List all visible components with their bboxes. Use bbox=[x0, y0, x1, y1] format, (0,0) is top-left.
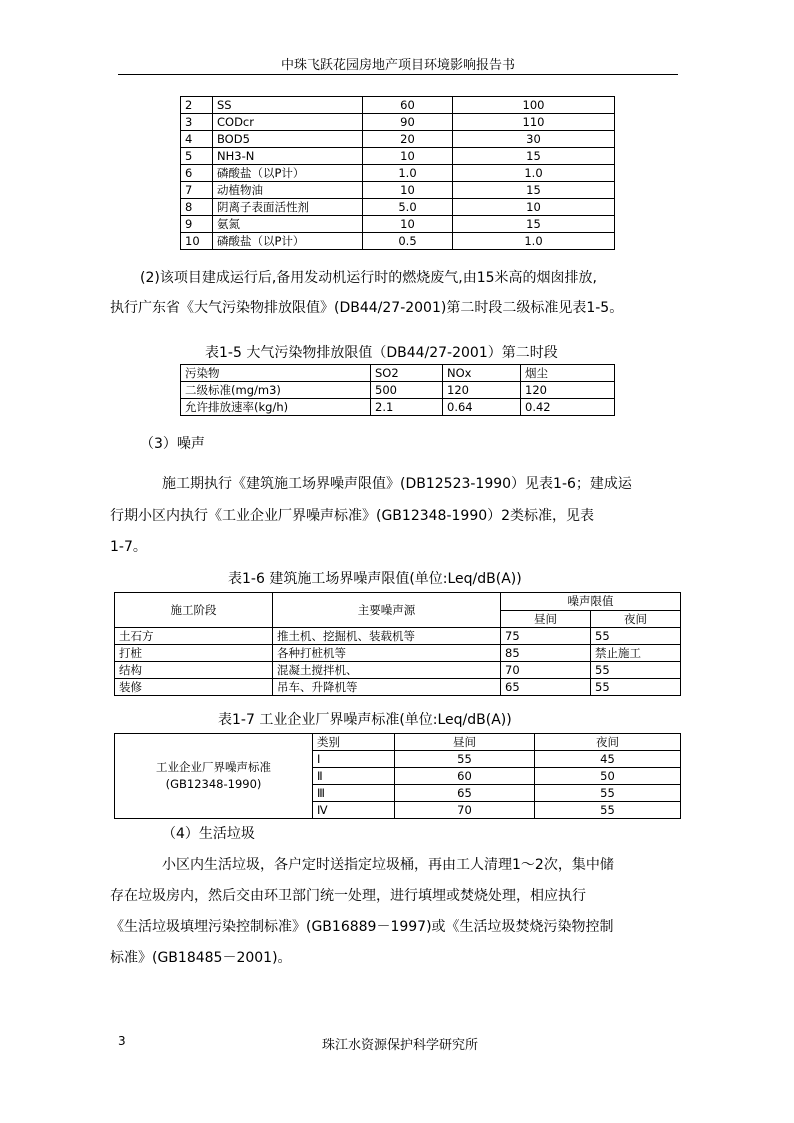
row-index: 10 bbox=[181, 233, 213, 250]
row-label: 二级标准(mg/m3) bbox=[181, 382, 371, 399]
water-standard-table bbox=[180, 96, 615, 250]
section-3-heading: （3）噪声 bbox=[140, 436, 205, 452]
pollutant-name: NH3-N bbox=[213, 148, 363, 165]
table-row bbox=[181, 131, 615, 148]
table-header-row bbox=[115, 734, 681, 751]
table-row bbox=[115, 679, 681, 696]
table-row bbox=[181, 382, 615, 399]
day-value: 75 bbox=[501, 628, 591, 645]
standard-label-name: 工业企业厂界噪声标准 bbox=[156, 760, 271, 774]
standard-label-cell bbox=[115, 734, 313, 819]
night-value: 禁止施工 bbox=[591, 645, 681, 662]
day-value: 60 bbox=[395, 768, 535, 785]
level-value: 0.5 bbox=[363, 233, 453, 250]
limit-value: 10 bbox=[453, 199, 615, 216]
table-1-7-caption: 表1-7 工业企业厂界噪声标准(单位:Leq/dB(A)) bbox=[218, 712, 512, 728]
page-header-title: 中珠飞跃花园房地产项目环境影响报告书 bbox=[280, 58, 515, 73]
row-index: 9 bbox=[181, 216, 213, 233]
class-cell: Ⅲ bbox=[313, 785, 395, 802]
limit-value: 100 bbox=[453, 97, 615, 114]
stage-cell: 装修 bbox=[115, 679, 273, 696]
level-value: 1.0 bbox=[363, 165, 453, 182]
column-header: 烟尘 bbox=[521, 365, 615, 382]
air-emission-table bbox=[180, 364, 615, 416]
level-value: 5.0 bbox=[363, 199, 453, 216]
limit-value: 15 bbox=[453, 182, 615, 199]
day-value: 70 bbox=[395, 802, 535, 819]
night-value: 45 bbox=[535, 751, 681, 768]
column-header: 昼间 bbox=[395, 734, 535, 751]
header-stage: 施工阶段 bbox=[115, 593, 273, 628]
class-cell: Ⅰ bbox=[313, 751, 395, 768]
limit-value: 15 bbox=[453, 148, 615, 165]
table-cell: 2.1 bbox=[371, 399, 443, 416]
row-label: 允许排放速率(kg/h) bbox=[181, 399, 371, 416]
standard-label-code: (GB12348-1990) bbox=[165, 777, 262, 791]
column-header: NOx bbox=[443, 365, 521, 382]
night-value: 55 bbox=[591, 628, 681, 645]
row-index: 4 bbox=[181, 131, 213, 148]
night-value: 50 bbox=[535, 768, 681, 785]
source-cell: 各种打桩机等 bbox=[273, 645, 501, 662]
table-row bbox=[181, 199, 615, 216]
stage-cell: 土石方 bbox=[115, 628, 273, 645]
table-row bbox=[115, 662, 681, 679]
row-index: 2 bbox=[181, 97, 213, 114]
row-index: 7 bbox=[181, 182, 213, 199]
level-value: 20 bbox=[363, 131, 453, 148]
level-value: 90 bbox=[363, 114, 453, 131]
pollutant-name: 动植物油 bbox=[213, 182, 363, 199]
table-header-row bbox=[181, 365, 615, 382]
section-4-line-4: 标准》(GB18485－2001)。 bbox=[110, 950, 292, 966]
table-row bbox=[181, 399, 615, 416]
table-cell: 0.42 bbox=[521, 399, 615, 416]
section-4-line-1: 小区内生活垃圾，各户定时送指定垃圾桶，再由工人清理1～2次，集中储 bbox=[162, 857, 614, 873]
limit-value: 15 bbox=[453, 216, 615, 233]
source-cell: 吊车、升降机等 bbox=[273, 679, 501, 696]
night-value: 55 bbox=[535, 802, 681, 819]
class-cell: Ⅱ bbox=[313, 768, 395, 785]
table-row bbox=[181, 148, 615, 165]
header-source: 主要噪声源 bbox=[273, 593, 501, 628]
row-index: 3 bbox=[181, 114, 213, 131]
header-day: 昼间 bbox=[501, 610, 591, 628]
table-row bbox=[181, 233, 615, 250]
section-3-line-1: 施工期执行《建筑施工场界噪声限值》(DB12523-1990）见表1-6；建成运 bbox=[162, 476, 632, 492]
day-value: 85 bbox=[501, 645, 591, 662]
day-value: 55 bbox=[395, 751, 535, 768]
footer-organization: 珠江水资源保护科学研究所 bbox=[322, 1038, 479, 1053]
table-1-6-caption: 表1-6 建筑施工场界噪声限值(单位:Leq/dB(A)) bbox=[228, 571, 522, 587]
paragraph-2-line-1: (2)该项目建成运行后,备用发动机运行时的燃烧废气,由15米高的烟囱排放, bbox=[140, 270, 597, 286]
header-divider bbox=[118, 74, 678, 75]
pollutant-name: BOD5 bbox=[213, 131, 363, 148]
section-4-line-3: 《生活垃圾填埋污染控制标准》(GB16889－1997)或《生活垃圾焚烧污染物控制 bbox=[110, 919, 614, 935]
limit-value: 1.0 bbox=[453, 165, 615, 182]
pollutant-name: SS bbox=[213, 97, 363, 114]
section-3-line-2: 行期小区内执行《工业企业厂界噪声标准》(GB12348-1990）2类标准，见表 bbox=[110, 508, 595, 524]
night-value: 55 bbox=[591, 662, 681, 679]
table-1-5-caption: 表1-5 大气污染物排放限值（DB44/27-2001）第二时段 bbox=[205, 345, 558, 361]
column-header: SO2 bbox=[371, 365, 443, 382]
table-cell: 500 bbox=[371, 382, 443, 399]
table-cell: 120 bbox=[521, 382, 615, 399]
level-value: 10 bbox=[363, 182, 453, 199]
day-value: 65 bbox=[501, 679, 591, 696]
construction-noise-table bbox=[114, 592, 681, 696]
header-noise-limit: 噪声限值 bbox=[501, 593, 681, 611]
stage-cell: 打桩 bbox=[115, 645, 273, 662]
day-value: 70 bbox=[501, 662, 591, 679]
row-index: 6 bbox=[181, 165, 213, 182]
row-index: 8 bbox=[181, 199, 213, 216]
row-index: 5 bbox=[181, 148, 213, 165]
level-value: 60 bbox=[363, 97, 453, 114]
pollutant-name: 磷酸盐（以P计） bbox=[213, 233, 363, 250]
table-cell: 0.64 bbox=[443, 399, 521, 416]
limit-value: 110 bbox=[453, 114, 615, 131]
pollutant-name: 氨氮 bbox=[213, 216, 363, 233]
table-row bbox=[181, 114, 615, 131]
paragraph-2-line-2: 执行广东省《大气污染物排放限值》(DB44/27-2001)第二时段二级标准见表1-5。 bbox=[110, 300, 624, 316]
day-value: 65 bbox=[395, 785, 535, 802]
pollutant-name: 阴离子表面活性剂 bbox=[213, 199, 363, 216]
table-row bbox=[115, 645, 681, 662]
level-value: 10 bbox=[363, 216, 453, 233]
column-header: 污染物 bbox=[181, 365, 371, 382]
table-row bbox=[181, 182, 615, 199]
table-row bbox=[181, 165, 615, 182]
limit-value: 30 bbox=[453, 131, 615, 148]
section-4-line-2: 存在垃圾房内，然后交由环卫部门统一处理，进行填埋或焚烧处理，相应执行 bbox=[110, 888, 586, 904]
pollutant-name: CODcr bbox=[213, 114, 363, 131]
level-value: 10 bbox=[363, 148, 453, 165]
column-header: 夜间 bbox=[535, 734, 681, 751]
table-row bbox=[181, 97, 615, 114]
table-row bbox=[115, 628, 681, 645]
column-header: 类别 bbox=[313, 734, 395, 751]
section-4-heading: （4）生活垃圾 bbox=[162, 826, 255, 842]
night-value: 55 bbox=[535, 785, 681, 802]
source-cell: 推土机、挖掘机、装载机等 bbox=[273, 628, 501, 645]
stage-cell: 结构 bbox=[115, 662, 273, 679]
section-3-line-3: 1-7。 bbox=[110, 539, 147, 555]
industrial-noise-table bbox=[114, 733, 681, 819]
limit-value: 1.0 bbox=[453, 233, 615, 250]
table-cell: 120 bbox=[443, 382, 521, 399]
pollutant-name: 磷酸盐（以P计） bbox=[213, 165, 363, 182]
table-row bbox=[181, 216, 615, 233]
header-night: 夜间 bbox=[591, 610, 681, 628]
class-cell: Ⅳ bbox=[313, 802, 395, 819]
night-value: 55 bbox=[591, 679, 681, 696]
page-number: 3 bbox=[118, 1034, 126, 1048]
source-cell: 混凝土搅拌机、 bbox=[273, 662, 501, 679]
